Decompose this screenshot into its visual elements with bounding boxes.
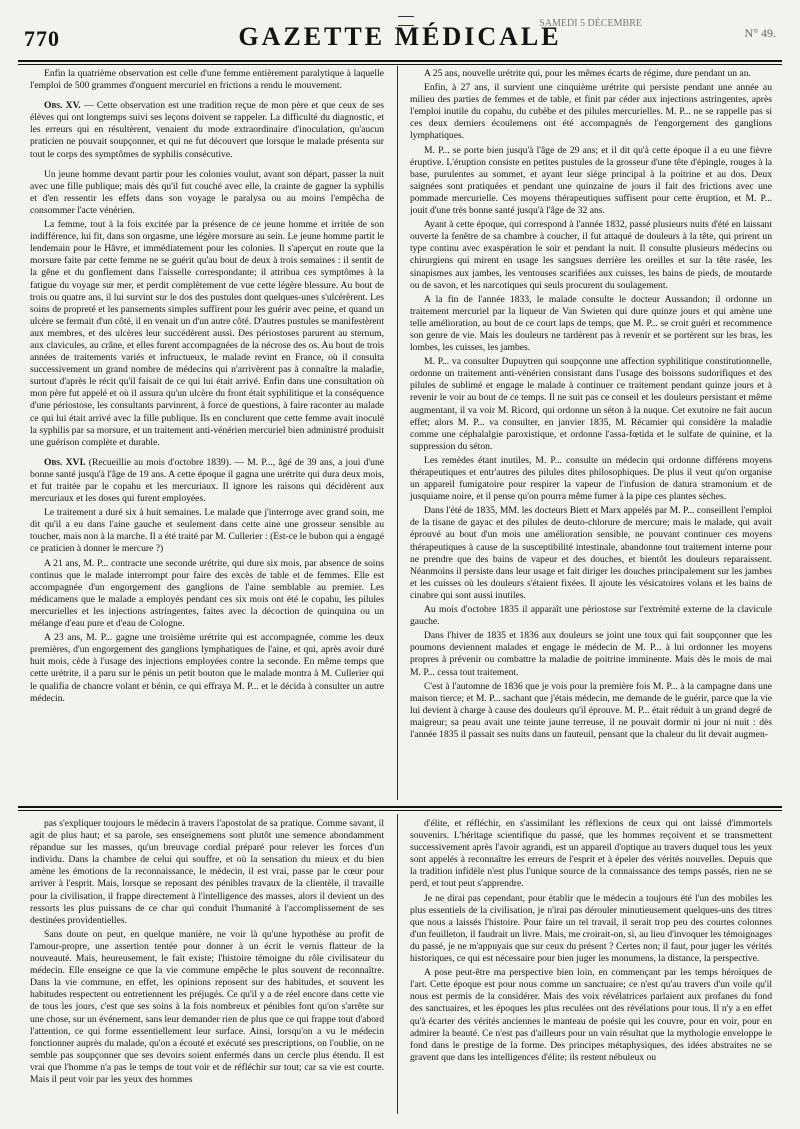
- issue-number: N° 49.: [744, 26, 776, 40]
- paragraph: Ayant à cette époque, qui correspond à l'année 1832, passé plusieurs nuits d'été en laissant ouverte la fenêtre de sa chambre à coucher, il fut attaqué de douleurs à la tête, qui prirent un type continu avec exaspération le soir et pendant la nuit. Il consulte plusieurs médecins ou chirurgiens qui mirent en usage les sangsues derrière les oreilles et sur la tête rasée, les sinapismes aux jambes, les ventouses scarifiées aux cuisses, les bains de pieds, de moutarde ou de savon, et les narcotiques qui seuls procurent du soulagement.: [410, 219, 772, 291]
- feuilleton-divider: [18, 806, 782, 811]
- paragraph: Je ne dirai pas cependant, pour établir que le médecin a toujours été l'un des mobiles les plus essentiels de la civilisation, je n'irai pas dérouler minutieusement quelques-uns des titres que nous a laissés l'histoire. Pour faire un tel travail, il serait trop peu des courtes colonnes d'un feuilleton, il faudrait un livre. Mais, me croirait-on, si, au lieu d'invoquer les témoignages du passé, je ne m'appuyais que sur ceux du présent ? Certes non; il faut, pour juger les vérités historiques, ce qui est nécessaire pour bien juger les monumens, la distance, la perspective.: [410, 892, 772, 965]
- column-rule: [397, 66, 398, 800]
- observation-label: Obs. XVI.: [44, 456, 86, 468]
- paragraph: M. P... va consulter Dupuytren qui soupçonne une affection syphilitique constitutionnelle, ordonne un traitement anti-vénérien consistant dans l'usage des boissons sudorifiques et des pilules de sublimé et engage le malade à continuer ce traitement pendant quinze jours et à revenir le voir au bout de ce temps. Il ne suit pas ce conseil et les douleurs persistant et même augmentant, il va voir M. Ricord, qui ordonne un séton à la nuque. Cet exutoire ne fait aucun effet; alors M. P... va consulter, en janvier 1835, M. Récamier qui considère la maladie comme une céphalalgie paroxistique, et ordonne l'assa-fœtida et le sulfate de quinine, et la suppression du séton.: [410, 356, 772, 452]
- paragraph: M. P... se porte bien jusqu'à l'âge de 29 ans; et il dit qu'à cette époque il a eu une fièvre éruptive. L'éruption consiste en petites pustules de la grosseur d'une tête d'épingle, rouges à la base, purulentes au sommet, et ayant leur siège principal à la poitrine et au dos. Deux saignées sont pratiquées et pendant une quinzaine de jours il fait des frictions avec une pommade mercurielle. Ces moyens thérapeutiques suffisent pour cette éruption, et M. P... jouit d'une très bonne santé jusqu'à l'âge de 32 ans.: [410, 144, 772, 217]
- paragraph: Au mois d'octobre 1835 il apparaît une périostose sur l'extrémité externe de la clavicule gauche.: [410, 604, 772, 628]
- page-number: 770: [24, 26, 60, 51]
- paragraph: La femme, tout à la fois excitée par la présence de ce jeune homme et irritée de son indifférence, lui fit, dans son orgasme, une légère morsure au sein. Le jeune homme partit le lendemain pour le Hâvre, et immédiatement pour les colonies. Il s'aperçut en route que la morsure faite par cette femme ne se guérit qu'au bout de deux à trois semaines : il sentit de la gêne et du gonflement dans l'aisselle correspondante; il attribua ces symptômes à la fatigue du voyage sur mer, et perdit complètement de vue cette légère blessure. Au bout de trois ou quatre ans, il lui survint sur le dos des pustules dont quelques-unes s'ulcérèrent. Les soins de propreté et les pansements simples suffirent pour les guérir avec peine, et quand un ulcère se fermait d'un côté, il en venait un d'un autre côté. D'autres pustules se manifestèrent aux membres, et des ulcères leur succédèrent aussi. Des périostoses parurent au sternum, aux clavicules, au crâne, et elles furent accompagnées de la nécrose des os. Au bout de trois années de traitements variés et infructueux, le malade revint en France, où il consulta successivement un grand nombre de médecins qui n'arrivèrent pas à connaître la maladie, surtout d'après le récit qu'il faisait de ce qui lui était arrivé. Enfin dans une consultation où mon père fut appelé et où il assura qu'un ulcère du front était syphilitique et la conséquence d'une périostose, les consultants parvinrent, à force de questions, à faire raconter au malade ce qui lui était arrivé avec la fille publique. Ils en conclurent que cette femme avait inoculé la syphilis par sa morsure, et un traitement anti-vénérien mercuriel bien administré produisit une guérison complète et durable.: [30, 219, 384, 448]
- paragraph: Enfin, à 27 ans, il survient une cinquième urétrite qui persiste pendant une année au milieu des parties de femmes et de table, et finit par céder aux injections astringentes, après l'emploi inutile du copahu, du cubèbe et des pilules mercurielles. M. P... ne se rappelle pas si ces deux derniers écoulemens ont été accompagnés de l'engorgement des ganglions lymphatiques.: [410, 82, 772, 142]
- right-column: [410, 68, 772, 798]
- paragraph: Un jeune homme devant partir pour les colonies voulut, avant son départ, passer la nuit avec une fille publique; mais dès qu'il fut couché avec elle, la crainte de gagner la syphilis et d'en ressentir les effets dans son voyage le paralysa ou au moins l'empêcha de consommer l'acte vénérien.: [30, 168, 384, 216]
- paragraph: C'est à l'automne de 1836 que je vois pour la première fois M. P... à la campagne dans une maison tierce; et M. P... sachant que j'étais médecin, me demande de le guérir, parce que la vie lui devient à charge à cause des douleurs qu'il éprouve. M. P... était réduit à un grand degré de maigreur; sa peau avait une teinte jaune terreuse, il ne pouvait dormir ni jour ni nuit : dès l'année 1835 il passait ses nuits dans un fauteuil, pensant que la chaleur du lit devait augmen-: [410, 680, 772, 740]
- dateline: SAMEDI 5 DÉCEMBRE: [539, 18, 642, 29]
- observation-text: (Recueillie au mois d'octobre 1839). — M. P..., âgé de 39 ans, a joui d'une bonne santé jusqu'à l'âge de 19 ans. A cette époque il gagna une urétrite qui dura deux mois, et fut traitée par le copahu et les mercuriaux. Il ignore les raisons qui décidèrent aux mercuriaux et les doses qui furent employées.: [30, 456, 384, 505]
- column-rule: [397, 814, 398, 1114]
- paragraph: Dans l'été de 1835, MM. les docteurs Biett et Marx appelés par M. P... conseillent l'emploi de la tisane de gayac et des pilules de deuto-chlorure de mercure; mais le malade, qui avait éprouvé au bout d'un mois une amélioration sensible, ne pouvant continuer ces moyens thérapeutiques à cause de la susceptibilité intestinale, abandonne tout traitement interne pour ne prendre que des bains de vapeur et des douches, et bientôt les douleurs reparaissent. Néanmoins il persiste dans leur usage et fait diriger les douches principalement sur les jambes et les cuisses où les douleurs s'étaient fixées. Il ajoute les vésicatoires volans et les bains de cinabre qui sont aussi inutiles.: [410, 505, 772, 601]
- observation-label: Obs. XV.: [44, 100, 81, 112]
- paragraph: A 23 ans, M. P... gagne une troisième urétrite qui est accompagnée, comme les deux premières, d'un engorgement des ganglions lymphatiques de l'aine, et qui, après avoir duré huit mois, cède à l'usage des injections employées contre la seconde. En même temps que cette urétrite, il a paru sur le pénis un petit bouton que le malade montra à M. Cullerier qui le qualifia de chancre volant et bénin, ce qui effraya M. P... et le décida à consulter un autre médecin.: [30, 632, 384, 704]
- paragraph: Enfin la quatrième observation est celle d'une femme entièrement paralytique à laquelle l'emploi de 500 grammes d'onguent mercuriel en frictions a rendu le mouvement.: [30, 68, 384, 92]
- journal-title: GAZETTE MÉDICALE: [238, 22, 562, 51]
- feuilleton-right-column: [410, 818, 772, 1114]
- observation-16: [30, 457, 384, 505]
- paragraph: d'élite, et réfléchir, en s'assimilant les réflexions de ceux qui ont laissé d'immortels souvenirs. L'héritage scientifique du passé, que les hommes reçoivent et se transmettent successivement après l'avoir agrandi, est un appareil d'optique au travers duquel tous les yeux sont appelés à reconnaître les erreurs de l'esprit et à épeler des vérités nouvelles. Depuis que la tradition infidèle n'est plus l'unique source de la connaissance des temps passés, rien ne se perd, et tout peut s'apprendre.: [410, 818, 772, 890]
- paragraph: A la fin de l'année 1833, le malade consulte le docteur Aussandon; il ordonne un traitement mercuriel par la liqueur de Van Swieten qui dure quinze jours et qui amène une telle amélioration, au bout de ce court laps de temps, que M. P... se croit guéri et recommence son genre de vie. Mais les douleurs ne tardèrent pas à revenir et se portèrent sur les bras, les lombes, les cuisses, les jambes.: [410, 293, 772, 354]
- masthead: [18, 16, 782, 56]
- masthead-rule: [18, 60, 782, 65]
- paragraph: Dans l'hiver de 1835 et 1836 aux douleurs se joint une toux qui fait soupçonner que les poumons deviennent malades et engage le médecin de M. P... à lui ordonner les moyens propres à prévenir ou combattre la maladie de poitrine imminente. Mais dès le mois de mai M. P... cessa tout traitement.: [410, 630, 772, 678]
- paragraph: A 25 ans, nouvelle urétrite qui, pour les mêmes écarts de régime, dure pendant un an.: [424, 68, 751, 79]
- paragraph: Le traitement a duré six à huit semaines. Le malade que j'interroge avec grand soin, me dit qu'il a eu dans l'aine gauche et seulement dans cette aine une grosseur sensible au toucher, mais non à la marche. Il a été traité par M. Cullerier : (Est-ce le bubon qui a engagé ce praticien à donner le mercure ?): [30, 507, 384, 555]
- paragraph: Les remèdes étant inutiles, M. P... consulte un médecin qui ordonne différens moyens thérapeutiques et entr'autres des pilules dites philosophiques. De plus il veut qu'on organise un appareil fumigatoire pour respirer la vapeur de l'infusion de datura stramonium et de jusquiame noire, et il pense qu'on pourra même fumer à la pipe ces plantes sèches.: [410, 454, 772, 503]
- observation-text: — Cette observation est une tradition reçue de mon père et que ceux de ses élèves qui ont longtemps suivi ses leçons doivent se rappeler. La difficulté du diagnostic, et les erreurs qui en résultèrent, venaient du mode extraordinaire d'inoculation, qu'aucun praticien ne pouvait soupçonner, et qui ne fut découvert que lorsque le malade présenta sur tout le corps des symptômes de syphilis consécutive.: [30, 100, 384, 160]
- paragraph: A 21 ans, M. P... contracte une seconde urétrite, qui dure six mois, par absence de soins continus que le malade interrompt pour faire des excès de table et de femmes. Elle est accompagnée d'un engorgement des ganglions de l'aine semblable au premier. Les médicamens que le malade a employés pendant ces six mois ont été le copahu, les pilules mercurielles et les injections astringentes, faites avec la décoction de quinquina ou un mélange d'eau pure et d'eau de Cologne.: [30, 557, 384, 630]
- feuilleton-left-column: [30, 818, 384, 1114]
- paragraph: pas s'expliquer toujours le médecin à travers l'apostolat de sa pratique. Comme savant, il agit de plus haut; et sa parole, ses enseignemens sont plutôt une semence abondamment répandue sur les masses, qu'un breuvage cordial préparé pour relever les forces d'un individu. Dans la chambre de celui qui souffre, et où la sensation du mieux et du bien amène les émotions de la reconnaissance, le médecin, il est vrai, passe par le cœur pour arriver à l'esprit. Mais, lorsque se reposant des pénibles travaux de la clientèle, il travaille pour la civilisation, il frappe directement à l'intelligence des masses, alors il devient un des ressorts les plus puissans de ce char qui conduit l'humanité à l'accomplissement de ses destinées providentielles.: [30, 818, 384, 926]
- left-column: [30, 68, 384, 798]
- paragraph: A pose peut-être ma perspective bien loin, en commençant par les temps héroïques de l'art. Cette époque est pour nous comme un sanctuaire; ce n'est qu'au travers d'un voile qu'il nous est permis de la considérer. Mais des voix révélatrices parlaient aux profanes du fond des sanctuaires, et les époques les plus reculées ont des révélations pour tous. Il n'y a en effet qu'à écarter des vérités anciennes le manteau de poésie qui les couvre, pour en voir, pour en admirer la beauté. Ce n'est pas d'ailleurs pour un vain résultat que la mythologie enveloppe le fond dans le prestige de la forme. Des principes métaphysiques, des idées abstraites ne se gravent que dans les intelligences d'élite; ils restent nébuleux ou: [410, 967, 772, 1063]
- observation-15: [30, 100, 384, 160]
- paragraph: Sans doute on peut, en quelque manière, ne voir là qu'une hypothèse au profit de l'amour-propre, une assertion tentée pour donner à un écrit le vernis flatteur de la nouveauté. Mais, heureusement, le fait existe; l'histoire témoigne du rôle civilisateur du médecin. Elle enseigne ce que la vie commune empêche le plus souvent de reconnaître. Dans la vie commune, en effet, les opinions reposent sur des habitudes, et souvent les habitudes respectent ou entretiennent les préjugés. Ce qu'il y a de réel encore dans cette vie de tous les jours, c'est que ses soins à la fois nombreux et pénibles font qu'on s'arrête sur une chose, sur un événement, sans leur demander rien de plus que ce qui frappe tout d'abord l'attention, ce qui forme essentiellement leur surface. Ainsi, lorsqu'on a vu le médecin fonctionner auprès du malade, qu'on a écouté et exécuté ses prescriptions, on l'oublie, on ne semble pas soupçonner que ses devoirs soient enfermés dans un cercle plus étendu. Il est vrai que l'homme n'a pas le temps de tout voir et de réfléchir sur tout; car sa vie est courte. Mais il peut voir par les yeux des hommes: [30, 928, 384, 1085]
